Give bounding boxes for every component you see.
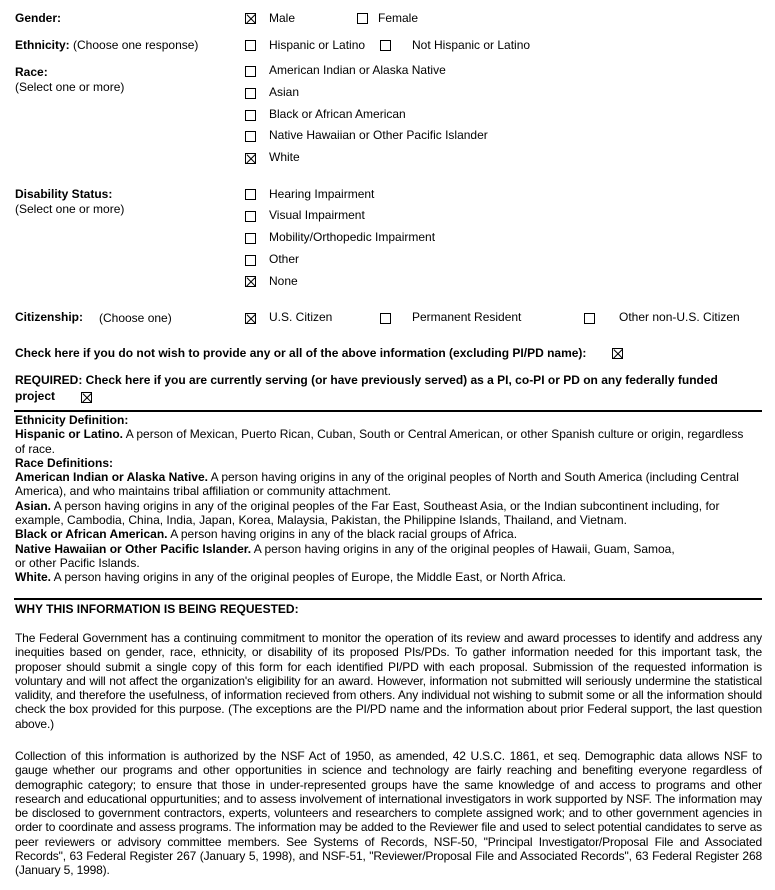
race-note: (Select one or more) [15, 80, 125, 94]
why-paragraph-2: Collection of this information is authorized by the NSF Act of 1950, as amended, 42 U.S.C. 1861, et seq. Demographic data allows NSF to gauge whether our programs and other opportunities in science and technology are fairly reaching and benefiting everyone regardless of demographic category; to ensure that those in under-represented groups have the same knowledge of and access to programs and other research and educational oppurtunities; and to assess involvement of international investigators in work supported by NSF. The information may be disclosed to government contractors, experts, volunteers and researchers to complete assigned work; and to other government agencies in order to coordinate and assess programs. The information may be added to the Reviewer file and used to select potential candidates to serve as peer reviewers or advisory committee members. See Systems of Records, NSF-50, "Principal Investigator/Proposal File and Associated Records", 63 Federal Register 267 (January 5, 1998), and NSF-51, "Reviewer/Proposal File and Associated Records", 63 Federal Register 268 (January 5, 1998). [15, 749, 762, 878]
race-label: Race: [15, 65, 48, 79]
citizenship-permanent-label: Permanent Resident [412, 310, 522, 324]
gender-male-label: Male [269, 11, 296, 25]
race-black-label: Black or African American [269, 107, 406, 121]
black-definition [15, 527, 755, 541]
section-divider-top [14, 410, 762, 412]
citizenship-other-label: Other non-U.S. Citizen [619, 310, 740, 324]
section-divider-bottom [14, 598, 762, 600]
race-asian-label: Asian [269, 85, 300, 99]
disability-hearing-label: Hearing Impairment [269, 187, 375, 201]
asian-definition [15, 499, 755, 528]
ethnicity-hispanic-checkbox[interactable] [245, 40, 256, 51]
gender-male-checkbox[interactable] [245, 13, 256, 24]
disability-label: Disability Status: [15, 187, 113, 201]
ethnicity-note: (Choose one response) [73, 38, 199, 52]
citizenship-permanent-checkbox[interactable] [380, 313, 391, 324]
race-aian-checkbox[interactable] [245, 66, 256, 77]
race-black-checkbox[interactable] [245, 110, 256, 121]
race-white-checkbox[interactable] [245, 153, 256, 164]
disability-mobility-label: Mobility/Orthopedic Impairment [269, 230, 436, 244]
white-definition [15, 570, 755, 584]
hispanic-text: A person of Mexican, Puerto Rican, Cuban, South or Central American, or other Spanish culture or origin, regardless of race. [15, 427, 744, 456]
citizenship-us-checkbox[interactable] [245, 313, 256, 324]
gender-female-checkbox[interactable] [357, 13, 368, 24]
ethnicity-not-hispanic-checkbox[interactable] [380, 40, 391, 51]
disability-mobility-checkbox[interactable] [245, 233, 256, 244]
hispanic-definition [15, 427, 755, 456]
asian-text: A person having origins in any of the original peoples of the Far East, Southeast Asia, or the Indian subcontinent including, for example, Cambodia, China, India, Japan, Korea, Malaysia, Pakistan, the Philippine Islands, Thailand, and Vietnam. [15, 498, 720, 528]
race-nhpi-label: Native Hawaiian or Other Pacific Islander [269, 128, 488, 142]
definitions-section [15, 413, 755, 585]
citizenship-label: Citizenship: [15, 310, 83, 324]
disability-visual-label: Visual Impairment [269, 208, 365, 222]
ethnicity-definition-heading: Ethnicity Definition: [15, 413, 129, 427]
race-white-label: White [269, 150, 300, 164]
disability-note: (Select one or more) [15, 202, 125, 216]
citizenship-note: (Choose one) [99, 311, 172, 325]
white-term: White. [15, 570, 51, 585]
asian-term: Asian. [15, 498, 52, 513]
ethnicity-not-hispanic-label: Not Hispanic or Latino [412, 38, 531, 52]
why-heading: WHY THIS INFORMATION IS BEING REQUESTED: [15, 602, 299, 616]
citizenship-us-label: U.S. Citizen [269, 310, 333, 324]
decline-text: Check here if you do not wish to provide any or all of the above information (excluding PI/PD name): [15, 346, 587, 360]
nhpi-text-line1: A person having origins in any of the original peoples of Hawaii, Guam, Samoa, [251, 541, 675, 556]
ethnicity-heading [15, 38, 198, 52]
required-checkbox[interactable] [81, 392, 92, 403]
white-text: A person having origins in any of the original peoples of Europe, the Middle East, or North Africa. [51, 570, 566, 585]
disability-hearing-checkbox[interactable] [245, 189, 256, 200]
black-term: Black or African American. [15, 527, 168, 542]
disability-none-checkbox[interactable] [245, 276, 256, 287]
race-asian-checkbox[interactable] [245, 88, 256, 99]
aian-definition [15, 470, 755, 499]
why-paragraph-1: The Federal Government has a continuing commitment to monitor the operation of its review and award processes to identify and address any inequities based on gender, race, ethnicity, or disability of its proposed PIs/PDs. To gather information needed for this important task, the proposer should submit a single copy of this form for each identified PI/PD with each proposal. Submission of the requested information is voluntary and will not affect the organization's eligibility for an award. However, information not submitted will seriously undermine the statistical validity, and therefore the usefulness, of information recieved from others. Any individual not wishing to submit some or all the information should check the box provided for this purpose. (The exceptions are the PI/PD name and the information about prior Federal support, the last question above.) [15, 631, 762, 731]
decline-checkbox[interactable] [612, 348, 623, 359]
required-text-line1: REQUIRED: Check here if you are currently serving (or have previously served) as a PI, co-PI or PD on any federally funded [15, 373, 718, 387]
hispanic-term: Hispanic or Latino. [15, 427, 124, 442]
gender-female-label: Female [378, 11, 419, 25]
required-text-line2: project [15, 389, 56, 403]
race-definitions-heading: Race Definitions: [15, 455, 114, 470]
ethnicity-hispanic-label: Hispanic or Latino [269, 38, 366, 52]
nhpi-text-line2: or other Pacific Islands. [15, 555, 140, 570]
nhpi-term: Native Hawaiian or Other Pacific Islander. [15, 541, 252, 556]
race-aian-label: American Indian or Alaska Native [269, 63, 446, 77]
black-text: A person having origins in any of the black racial groups of Africa. [167, 527, 518, 542]
gender-label: Gender: [15, 11, 62, 25]
aian-text: A person having origins in any of the original peoples of North and South America (including Central America), and who maintains tribal affiliation or community attachment. [15, 470, 739, 499]
citizenship-other-checkbox[interactable] [584, 313, 595, 324]
disability-none-label: None [269, 274, 298, 288]
disability-other-checkbox[interactable] [245, 255, 256, 266]
aian-term: American Indian or Alaska Native. [15, 470, 208, 485]
race-nhpi-checkbox[interactable] [245, 131, 256, 142]
nhpi-definition [15, 542, 755, 571]
disability-other-label: Other [269, 252, 300, 266]
ethnicity-label: Ethnicity: [15, 38, 70, 52]
disability-visual-checkbox[interactable] [245, 211, 256, 222]
